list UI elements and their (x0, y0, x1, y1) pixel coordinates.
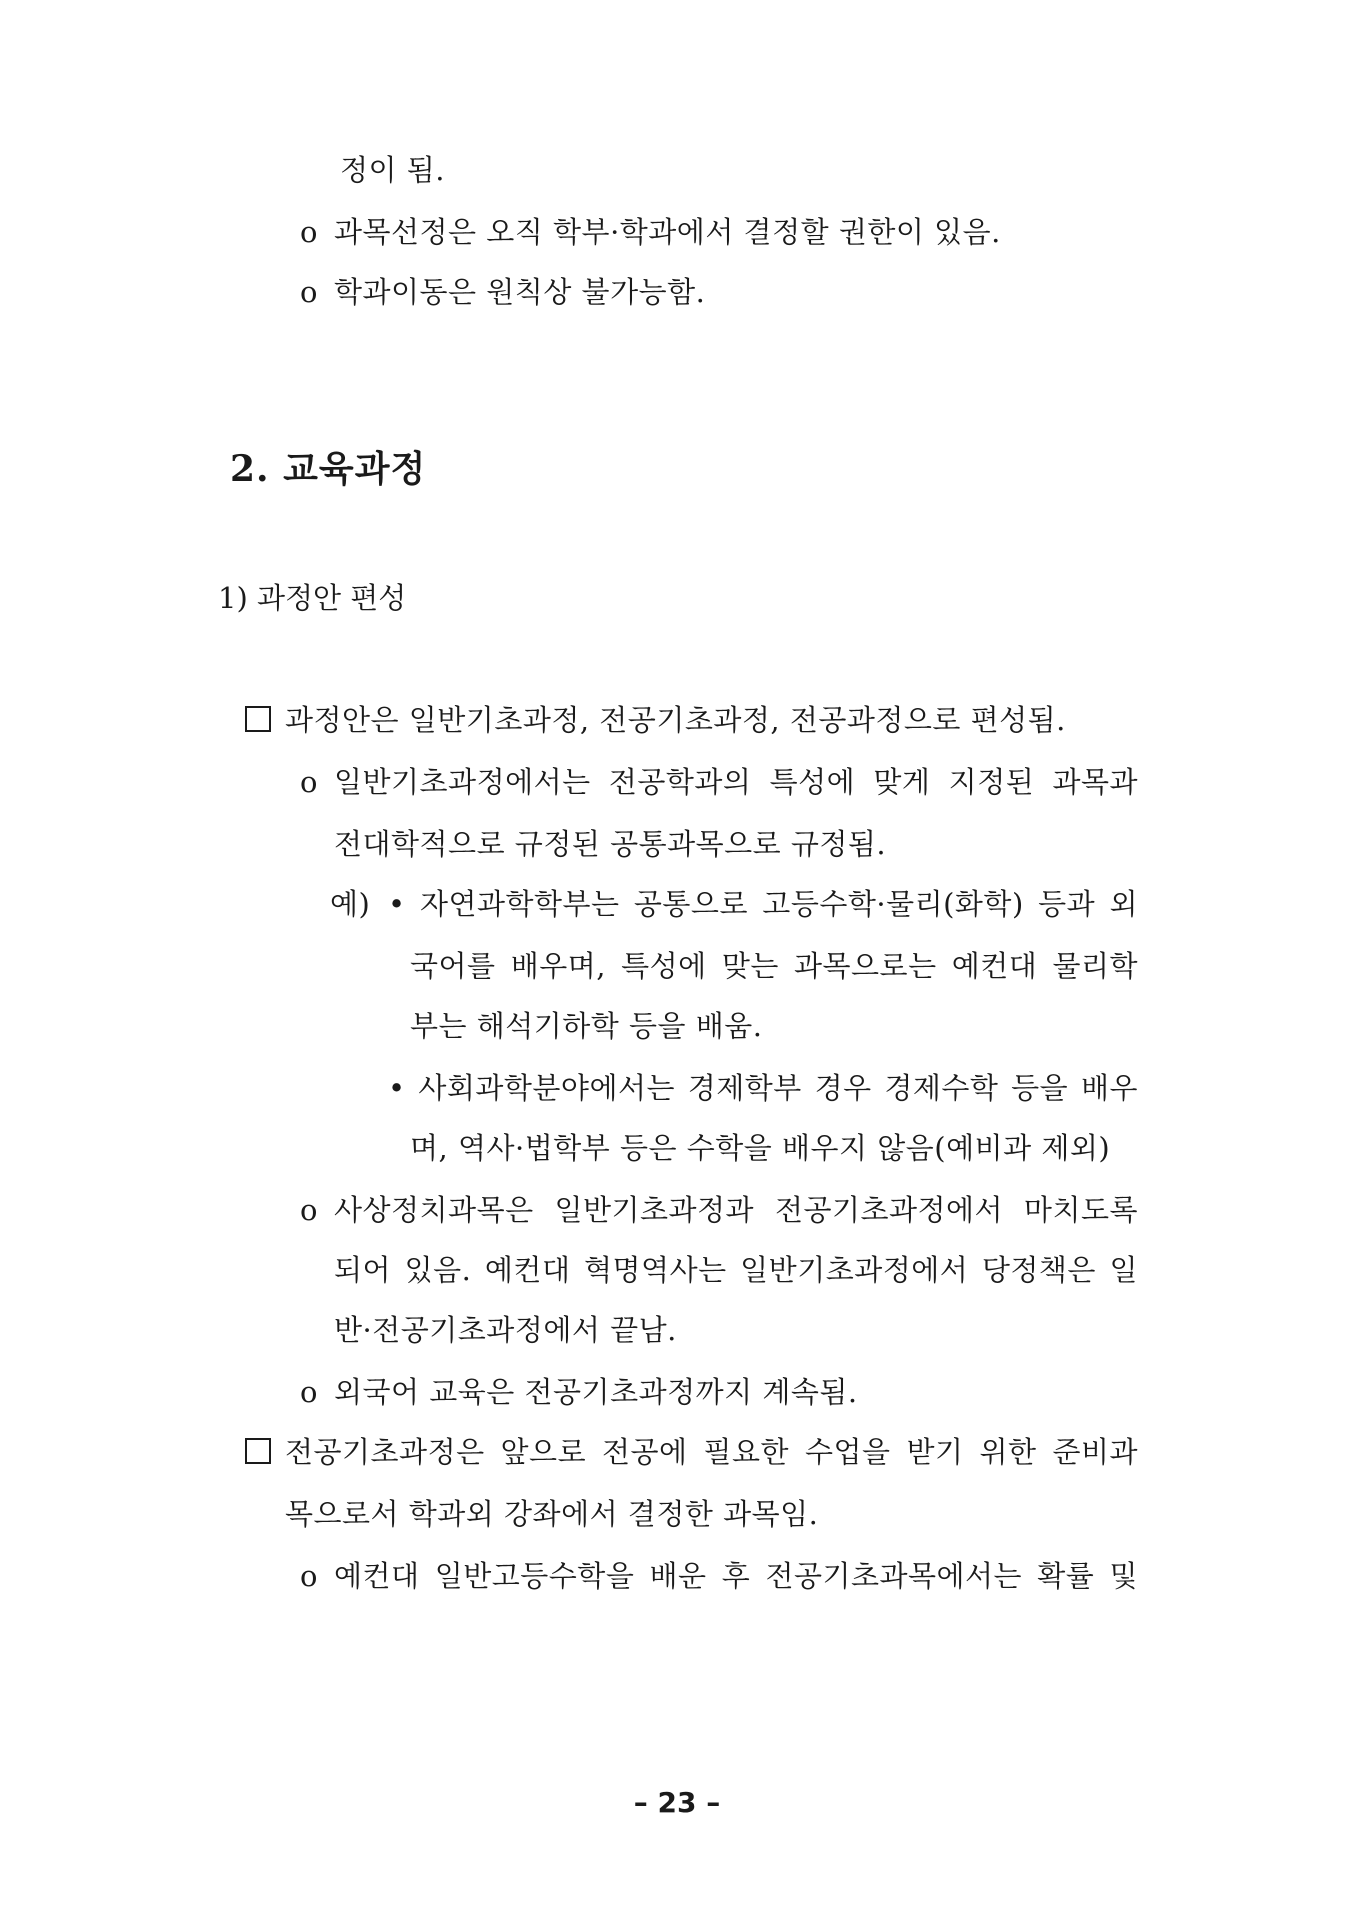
checkbox-square-icon (245, 1438, 271, 1464)
example-line: 며, 역사·법학부 등은 수학을 배우지 않음(예비과 제외) (410, 1131, 1111, 1165)
bullet-o-icon: o (300, 1193, 318, 1227)
bullet-o-icon: o (300, 765, 318, 799)
bullet-line: o 외국어 교육은 전공기초과정까지 계속됨. (300, 1372, 858, 1412)
text-line: 되어 있음. 예컨대 혁명역사는 일반기초과정에서 당정책은 일 (334, 1253, 1138, 1287)
bullet-line: o 과목선정은 오직 학부·학과에서 결정할 권한이 있음. (300, 212, 1001, 252)
bullet-line: o 학과이동은 원칙상 불가능함. (300, 272, 705, 312)
section-heading: 2. 교육과정 (230, 448, 427, 490)
bullet-line: o 일반기초과정에서는 전공학과의 특성에 맞게 지정된 과목과 (300, 762, 1138, 802)
example-line: • 자연과학학부는 공통으로 고등수학·물리(화학) 등과 외 (388, 887, 1138, 921)
bullet-line: o 사상정치과목은 일반기초과정과 전공기초과정에서 마치도록 (300, 1190, 1138, 1230)
example-label: 예) (330, 887, 371, 921)
bullet-o-icon: o (300, 1559, 318, 1593)
bullet-line: o 예컨대 일반고등수학을 배운 후 전공기초과목에서는 확률 및 (300, 1556, 1138, 1596)
bullet-o-icon: o (300, 275, 318, 309)
text-line: 정이 됨. (340, 153, 445, 187)
text-line: 전대학적으로 규정된 공통과목으로 규정됨. (334, 827, 887, 861)
page-number: – 23 – (633, 1786, 721, 1819)
example-line: • 사회과학분야에서는 경제학부 경우 경제수학 등을 배우 (388, 1071, 1138, 1105)
subsection-heading: 1) 과정안 편성 (218, 581, 407, 615)
bullet-o-icon: o (300, 1375, 318, 1409)
example-line: 부는 해석기하학 등을 배움. (410, 1009, 763, 1043)
bullet-o-icon: o (300, 215, 318, 249)
box-item: 전공기초과정은 앞으로 전공에 필요한 수업을 받기 위한 준비과 (245, 1432, 1138, 1472)
checkbox-square-icon (245, 706, 271, 732)
text-line: 목으로서 학과외 강좌에서 결정한 과목임. (285, 1497, 819, 1531)
example-line: 국어를 배우며, 특성에 맞는 과목으로는 예컨대 물리학 (410, 949, 1138, 983)
text-line: 반·전공기초과정에서 끝남. (334, 1313, 677, 1347)
box-item: 과정안은 일반기초과정, 전공기초과정, 전공과정으로 편성됨. (245, 700, 1066, 740)
